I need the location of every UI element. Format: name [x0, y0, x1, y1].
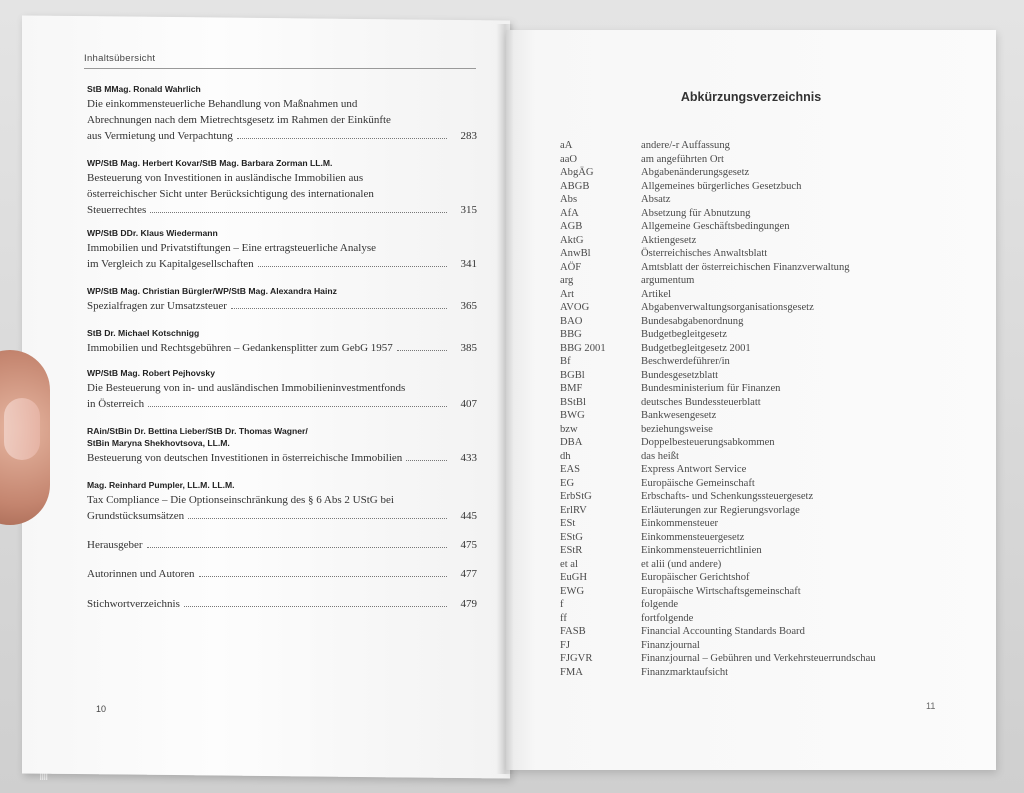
abbreviation-row: [560, 545, 931, 559]
abbreviation: et al: [560, 558, 578, 570]
dot-leader: [148, 406, 447, 407]
toc-author: RAin/StBin Dr. Bettina Lieber/StB Dr. Thomas Wagner/: [87, 426, 308, 436]
abbreviation-row: [560, 221, 931, 235]
toc-page-number: 475: [460, 539, 477, 551]
header-rule: [84, 68, 476, 69]
abbreviation: Abs: [560, 194, 578, 205]
page-number-left: 10: [96, 704, 107, 714]
toc-entry: [87, 426, 477, 466]
abbreviation: AGB: [560, 221, 583, 232]
abbreviation-meaning: Financial Accounting Standards Board: [641, 626, 805, 637]
abbreviation-row: [560, 626, 931, 640]
abbreviation-meaning: Doppelbesteuerungsabkommen: [641, 437, 775, 448]
abbreviation-meaning: Allgemeine Geschäftsbedingungen: [641, 221, 790, 232]
toc-leader-line: [87, 128, 477, 144]
abbreviation: EWG: [560, 585, 585, 597]
abbreviation-row: [560, 451, 931, 465]
toc-entry: [87, 158, 477, 218]
toc-title-line: Autorinnen und Autoren: [87, 568, 195, 580]
toc-author: StBin Maryna Shekhovtsova, LL.M.: [87, 438, 230, 448]
abbreviation-row: [560, 140, 931, 154]
abbreviation-row: [560, 518, 931, 532]
abbreviation-row: [560, 532, 931, 546]
abbreviation: f: [560, 599, 564, 610]
toc-author: WP/StB Mag. Herbert Kovar/StB Mag. Barbara Zorman LL.M.: [87, 158, 333, 168]
abbreviation-row: [560, 370, 931, 384]
abbreviation-row: [560, 464, 931, 478]
toc-leader-line: [87, 202, 477, 218]
toc-entry: [87, 566, 477, 582]
toc-entry: [87, 596, 477, 612]
abbreviation-meaning: Europäische Wirtschaftsgemeinschaft: [641, 585, 801, 597]
abbreviation: arg: [560, 275, 574, 286]
toc-leader-line: [87, 396, 477, 412]
toc-page-number: 407: [460, 398, 477, 410]
toc-title-line: in Österreich: [87, 398, 145, 410]
abbreviation-meaning: Einkommensteuerrichtlinien: [641, 545, 762, 556]
abbreviation-meaning: das heißt: [641, 450, 679, 462]
abbreviation: FMA: [560, 666, 583, 678]
abbreviation-row: [560, 329, 931, 343]
abbreviation-meaning: Allgemeines bürgerliches Gesetzbuch: [641, 180, 802, 192]
toc-leader-line: [87, 508, 477, 524]
dot-leader: [147, 547, 447, 548]
toc-author: WP/StB Mag. Robert Pejhovsky: [87, 368, 215, 378]
thumbnail-nail: [4, 398, 40, 460]
abbreviation: ErbStG: [560, 491, 592, 502]
toc-entry: [87, 537, 477, 553]
toc-title-line: Immobilien und Rechtsgebühren – Gedankensplitter zum GebG 1957: [87, 342, 393, 354]
toc-entry: [87, 84, 477, 144]
toc-leader-line: [87, 256, 477, 272]
abbreviation-row: [560, 356, 931, 370]
abbreviation: BAO: [560, 315, 583, 327]
abbreviation: AnwBl: [560, 248, 591, 259]
abbreviation-row: [560, 491, 931, 505]
abbreviation: EStG: [560, 531, 583, 543]
abbreviation-row: [560, 505, 931, 519]
toc-author: StB Dr. Michael Kotschnigg: [87, 328, 200, 338]
abbreviation: BStBl: [560, 396, 586, 408]
abbreviation-row: [560, 572, 931, 586]
dot-leader: [258, 266, 447, 267]
toc-page-number: 315: [460, 204, 477, 216]
abbreviation: ABGB: [560, 180, 590, 192]
toc-page-number: 445: [460, 510, 477, 522]
abbreviation: Art: [560, 288, 575, 300]
abbreviation: aaO: [560, 153, 578, 165]
toc-title-line: Tax Compliance – Die Optionseinschränkung des § 6 Abs 2 UStG bei: [87, 494, 394, 506]
abbreviation: EuGH: [560, 572, 588, 583]
toc-title-line: Besteuerung von Investitionen in ausländische Immobilien aus: [87, 172, 364, 184]
abbreviation: ESt: [560, 518, 576, 529]
abbreviation-meaning: Beschwerdeführer/in: [641, 356, 730, 367]
toc-title-line: Abrechnungen nach dem Mietrechtsgesetz im Rahmen der Einkünfte: [87, 114, 391, 126]
dot-leader: [184, 606, 447, 607]
toc-page-number: 385: [460, 342, 477, 354]
abbreviation-meaning: Einkommensteuergesetz: [641, 531, 745, 543]
abbreviation-meaning: Budgetbegleitgesetz 2001: [641, 342, 751, 354]
abbreviation-meaning: am angeführten Ort: [641, 153, 724, 165]
abbreviation-row: [560, 262, 931, 276]
toc-entry: [87, 286, 477, 314]
abbreviation-row: [560, 167, 931, 181]
abbreviation-meaning: Bundesabgabenordnung: [641, 315, 744, 327]
abbreviation-row: [560, 424, 931, 438]
abbreviation: BBG 2001: [560, 342, 606, 354]
abbreviation-meaning: folgende: [641, 599, 679, 610]
abbreviation-meaning: argumentum: [641, 275, 695, 286]
abbreviation-row: [560, 559, 931, 573]
page-number-right: 11: [926, 701, 936, 711]
toc-title-line: Besteuerung von deutschen Investitionen in österreichische Immobilien: [87, 452, 403, 464]
abbreviation-row: [560, 437, 931, 451]
abbreviation: EAS: [560, 464, 581, 475]
toc-page-number: 477: [460, 568, 477, 580]
abbreviation-meaning: Bankwesengesetz: [641, 410, 717, 421]
toc-leader-line: [87, 340, 477, 356]
abbreviation: AÖF: [560, 261, 582, 273]
toc-leader-line: [87, 298, 477, 314]
abbreviation-row: [560, 599, 931, 613]
abbreviation-meaning: Absetzung für Abnutzung: [641, 207, 751, 219]
abbreviation: BWG: [560, 410, 585, 421]
toc-title-line: aus Vermietung und Verpachtung: [87, 130, 233, 142]
toc-title-line: Steuerrechtes: [87, 204, 147, 216]
book-gutter: [496, 24, 514, 774]
abbreviation-meaning: Bundesgesetzblatt: [641, 369, 719, 381]
toc-entry: [87, 228, 477, 272]
toc-entry: [87, 368, 477, 412]
abbreviation: FJGVR: [560, 653, 593, 664]
abbreviation-row: [560, 397, 931, 411]
abbreviation: FJ: [560, 639, 571, 651]
abbreviation-meaning: Bundesministerium für Finanzen: [641, 383, 781, 394]
abbreviation-row: [560, 478, 931, 492]
toc-title-line: Immobilien und Privatstiftungen – Eine ertragsteuerliche Analyse: [87, 242, 376, 254]
abbreviation: Bf: [560, 356, 571, 367]
toc-title-line: österreichischer Sicht unter Berücksichtigung des internationalen: [87, 188, 374, 200]
abbreviation-meaning: et alii (und andere): [641, 558, 722, 570]
toc-page-number: 341: [460, 258, 477, 270]
abbreviation: aA: [560, 140, 573, 151]
toc-leader-line: [87, 566, 477, 582]
dot-leader: [231, 308, 447, 309]
abbreviation-row: [560, 235, 931, 249]
abbreviation: EStR: [560, 545, 583, 556]
abbreviation-meaning: Finanzjournal – Gebühren und Verkehrsteuerrundschau: [641, 653, 876, 664]
abbreviation-meaning: andere/-r Auffassung: [641, 140, 730, 151]
abbreviation: BMF: [560, 383, 583, 394]
abbreviation-row: [560, 302, 931, 316]
dot-leader: [150, 212, 447, 213]
abbreviation-meaning: Erläuterungen zur Regierungsvorlage: [641, 504, 800, 516]
abbreviation: ff: [560, 612, 567, 624]
toc-page-number: 283: [460, 130, 477, 142]
toc-author: WP/StB DDr. Klaus Wiedermann: [87, 228, 218, 238]
abbreviation: BBG: [560, 329, 582, 340]
abbreviation: DBA: [560, 437, 583, 448]
abbreviation-meaning: Abgabenänderungsgesetz: [641, 167, 750, 178]
abbreviation-meaning: Absatz: [641, 194, 671, 205]
toc-leader-line: [87, 537, 477, 553]
abbreviation-row: [560, 343, 931, 357]
toc-title-line: im Vergleich zu Kapitalgesellschaften: [87, 258, 254, 270]
toc-title-line: Die Besteuerung von in- und ausländischen Immobilieninvestmentfonds: [87, 382, 406, 394]
abbreviation: bzw: [560, 423, 578, 435]
abbreviation: AbgÄG: [560, 167, 594, 178]
abbreviation-row: [560, 194, 931, 208]
abbreviation-meaning: Abgabenverwaltungsorganisationsgesetz: [641, 302, 814, 313]
abbreviation: EG: [560, 477, 575, 489]
abbreviation-meaning: Europäische Gemeinschaft: [641, 477, 755, 489]
toc-title-line: Grundstücksumsätzen: [87, 510, 185, 522]
page-title: Abkürzungsverzeichnis: [680, 90, 822, 104]
abbreviation: AVOG: [560, 302, 590, 313]
abbreviation-meaning: Finanzjournal: [641, 639, 700, 651]
abbreviation: dh: [560, 450, 571, 462]
abbreviation-row: [560, 154, 931, 168]
abbreviation-list: [560, 140, 931, 680]
abbreviation-meaning: Europäischer Gerichtshof: [641, 572, 750, 583]
abbreviation-row: [560, 667, 931, 681]
abbreviation-meaning: Einkommensteuer: [641, 518, 719, 529]
abbreviation-row: [560, 248, 931, 262]
abbreviation-meaning: Artikel: [641, 288, 672, 300]
dot-leader: [406, 460, 447, 461]
abbreviation-row: [560, 289, 931, 303]
dot-leader: [199, 576, 447, 577]
dot-leader: [188, 518, 447, 519]
toc-leader-line: [87, 596, 477, 612]
running-head: Inhaltsübersicht: [84, 53, 156, 64]
abbreviation-meaning: Finanzmarktaufsicht: [641, 666, 729, 678]
toc-page-number: 365: [460, 300, 477, 312]
abbreviation-row: [560, 653, 931, 667]
abbreviation-meaning: Express Antwort Service: [641, 464, 747, 475]
toc-page-number: 479: [460, 598, 477, 610]
abbreviation-meaning: Amtsblatt der österreichischen Finanzverwaltung: [641, 261, 850, 273]
toc-author: WP/StB Mag. Christian Bürgler/WP/StB Mag. Alexandra Hainz: [87, 286, 337, 296]
abbreviation: AktG: [560, 234, 584, 246]
toc-author: Mag. Reinhard Pumpler, LL.M. LL.M.: [87, 480, 235, 490]
abbreviation-row: [560, 316, 931, 330]
dot-leader: [237, 138, 447, 139]
toc-entry: [87, 328, 477, 356]
toc-title-line: Herausgeber: [87, 539, 143, 551]
toc-title-line: Stichwortverzeichnis: [87, 598, 180, 610]
abbreviation-row: [560, 383, 931, 397]
toc-leader-line: [87, 450, 477, 466]
abbreviation-row: [560, 208, 931, 222]
abbreviation-row: [560, 275, 931, 289]
abbreviation-meaning: fortfolgende: [641, 612, 694, 624]
abbreviation-row: [560, 181, 931, 195]
abbreviation-row: [560, 613, 931, 627]
abbreviation: ErlRV: [560, 504, 587, 516]
toc-title-line: Spezialfragen zur Umsatzsteuer: [87, 300, 227, 312]
abbreviation: FASB: [560, 626, 586, 637]
abbreviation-row: [560, 586, 931, 600]
abbreviation-meaning: Erbschafts- und Schenkungssteuergesetz: [641, 491, 814, 502]
toc-author: StB MMag. Ronald Wahrlich: [87, 84, 201, 94]
abbreviation-row: [560, 640, 931, 654]
abbreviation-meaning: beziehungsweise: [641, 423, 713, 435]
abbreviation-meaning: Österreichisches Anwaltsblatt: [641, 248, 768, 259]
toc-entry: [87, 480, 477, 524]
abbreviation-row: [560, 410, 931, 424]
abbreviation-meaning: Aktiengesetz: [641, 234, 697, 246]
abbreviation-meaning: Budgetbegleitgesetz: [641, 329, 727, 340]
dot-leader: [397, 350, 447, 351]
toc-title-line: Die einkommensteuerliche Behandlung von Maßnahmen und: [87, 98, 358, 110]
abbreviation: BGBl: [560, 369, 585, 381]
abbreviation: AfA: [560, 207, 579, 219]
abbreviation-meaning: deutsches Bundessteuerblatt: [641, 396, 761, 408]
toc-page-number: 433: [460, 452, 477, 464]
